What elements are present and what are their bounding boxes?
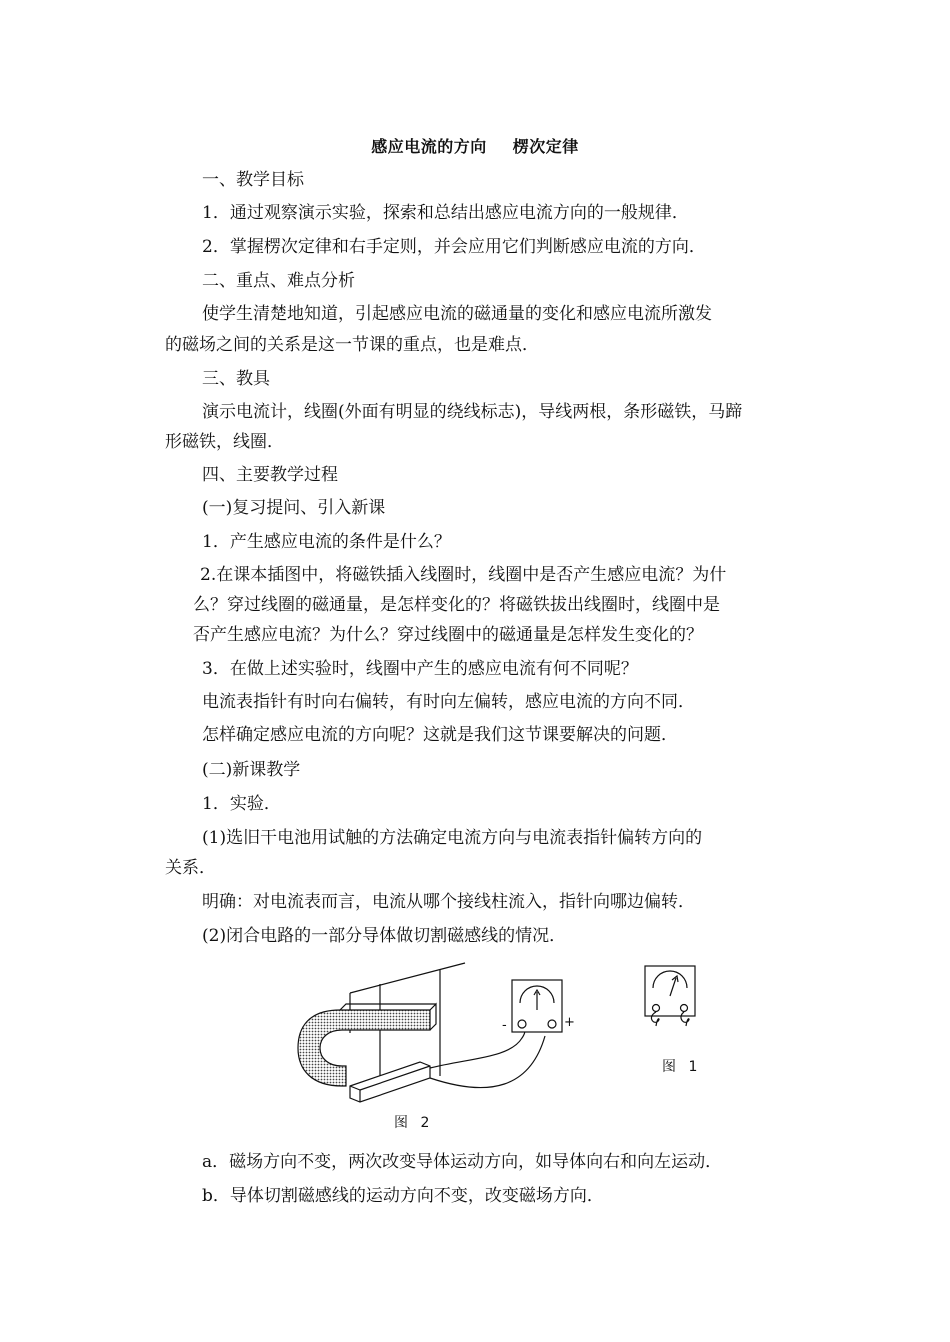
- conductor-bar: [350, 1062, 430, 1102]
- heading-teaching-process: 四、主要教学过程: [202, 465, 338, 485]
- clarification: 明确：对电流表而言，电流从哪个接线柱流入，指针向哪边偏转．: [202, 892, 695, 912]
- experiment-heading: 1．实验．: [202, 794, 281, 814]
- goal-item-1: 1．通过观察演示实验，探索和总结出感应电流方向的一般规律．: [202, 203, 689, 223]
- magnet-top-edge: [340, 1004, 436, 1010]
- figure-1-label: 图 1: [662, 1059, 702, 1075]
- tools-text-2: 形磁铁，线圈．: [165, 432, 284, 452]
- title-main: 感应电流的方向: [371, 137, 487, 156]
- question-2-line-3: 否产生感应电流？为什么？穿过线圈中的磁通量是怎样发生变化的？: [193, 625, 703, 645]
- question-2-line-2: 么？穿过线圈的磁通量，是怎样变化的？将磁铁拔出线圈时，线圈中是: [193, 595, 720, 615]
- case-a: a．磁场方向不变，两次改变导体运动方向，如导体向右和向左运动．: [202, 1152, 723, 1172]
- figure-2-label: 图 2: [394, 1115, 434, 1131]
- title-law: 楞次定律: [512, 137, 579, 156]
- tools-text-1: 演示电流计，线圈(外面有明显的绕线标志)，导线两根，条形磁铁，马蹄: [202, 402, 743, 422]
- heading-key-points: 二、重点、难点分析: [202, 271, 355, 291]
- question-2-line-1: 2.在课本插图中，将磁铁插入线圈时，线圈中是否产生感应电流？为什: [200, 565, 727, 585]
- experiment-1-line-2: 关系．: [165, 858, 216, 878]
- experiment-2: (2)闭合电路的一部分导体做切割磁感线的情况．: [202, 926, 567, 946]
- page-title: [0, 134, 950, 157]
- experiment-figures: [290, 958, 730, 1138]
- experiment-1-line-1: (1)选旧干电池用试触的方法确定电流方向与电流表指针偏转方向的: [202, 828, 703, 848]
- subheading-review: (一)复习提问、引入新课: [202, 498, 386, 518]
- terminal-right: [548, 1020, 556, 1028]
- question-3: 3．在做上述实验时，线圈中产生的感应电流有何不同呢？: [202, 659, 638, 679]
- magnet-pole-face: [430, 1004, 436, 1030]
- figure-illustration: [290, 958, 730, 1138]
- heading-teaching-tools: 三、教具: [202, 369, 270, 389]
- terminal-left: [518, 1020, 526, 1028]
- goal-item-2: 2．掌握楞次定律和右手定则，并会应用它们判断感应电流的方向．: [202, 237, 706, 257]
- terminal-minus-sign: -: [502, 1018, 507, 1033]
- key-points-text-2: 的磁场之间的关系是这一节课的重点，也是难点．: [165, 335, 539, 355]
- answer-1: 电流表指针有时向右偏转，有时向左偏转，感应电流的方向不同．: [202, 692, 695, 712]
- terminal-plus-sign: +: [564, 1015, 575, 1030]
- subheading-new-lesson: (二)新课教学: [202, 760, 301, 780]
- question-1: 1．产生感应电流的条件是什么？: [202, 532, 451, 552]
- heading-teaching-goals: 一、教学目标: [202, 170, 304, 190]
- case-b: b．导体切割磁感线的运动方向不变，改变磁场方向．: [202, 1186, 604, 1206]
- answer-2: 怎样确定感应电流的方向呢？这就是我们这节课要解决的问题．: [202, 725, 678, 745]
- lead-wire-1: [430, 1029, 525, 1068]
- frame-top-line: [350, 963, 465, 993]
- key-points-text-1: 使学生清楚地知道，引起感应电流的磁通量的变化和感应电流所激发: [202, 304, 712, 324]
- lead-wire-2: [430, 1036, 545, 1088]
